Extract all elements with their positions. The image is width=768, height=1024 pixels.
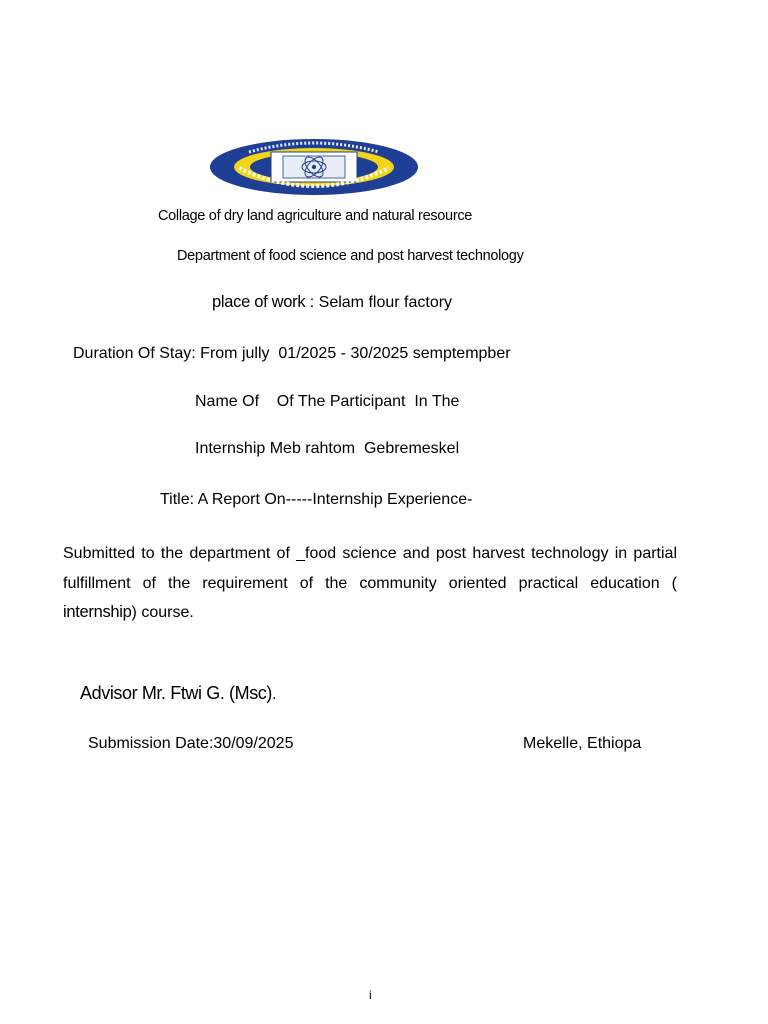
place-of-work-value: Selam flour factory — [318, 294, 453, 311]
page-number: i — [369, 988, 372, 1002]
place-of-work — [212, 293, 452, 312]
advisor-trailing: . — [272, 686, 277, 703]
submission-statement-text: Submitted to the department of _food science and post harvest technology in partial fulfillment of the requirement of the community oriented practical education ( — [63, 545, 677, 592]
university-seal-icon — [209, 138, 419, 196]
place-of-work-separator: : — [305, 294, 319, 311]
participant-line-2: Internship Meb rahtom Gebremeskel — [195, 440, 460, 457]
report-title: Title: A Report On-----Internship Experience- — [160, 491, 473, 508]
place-of-work-label: place of work — [212, 293, 306, 311]
participant-line-1: Name Of Of The Participant In The — [195, 393, 460, 410]
submission-date: Submission Date:30/09/2025 — [88, 735, 294, 752]
advisor-name: Advisor Mr. Ftwi G. (Msc) — [80, 683, 272, 703]
submission-statement-end: ) course. — [131, 604, 194, 621]
department-name: Department of food science and post harvest technology — [177, 248, 524, 264]
college-name: Collage of dry land agriculture and natural resource — [158, 208, 473, 224]
location: Mekelle, Ethiopa — [523, 735, 642, 752]
duration-of-stay: Duration Of Stay: From jully 01/2025 - 30/2025 semptempber — [73, 345, 511, 362]
submission-statement — [63, 539, 677, 628]
advisor — [80, 683, 276, 704]
internship-word: internship — [63, 603, 132, 621]
